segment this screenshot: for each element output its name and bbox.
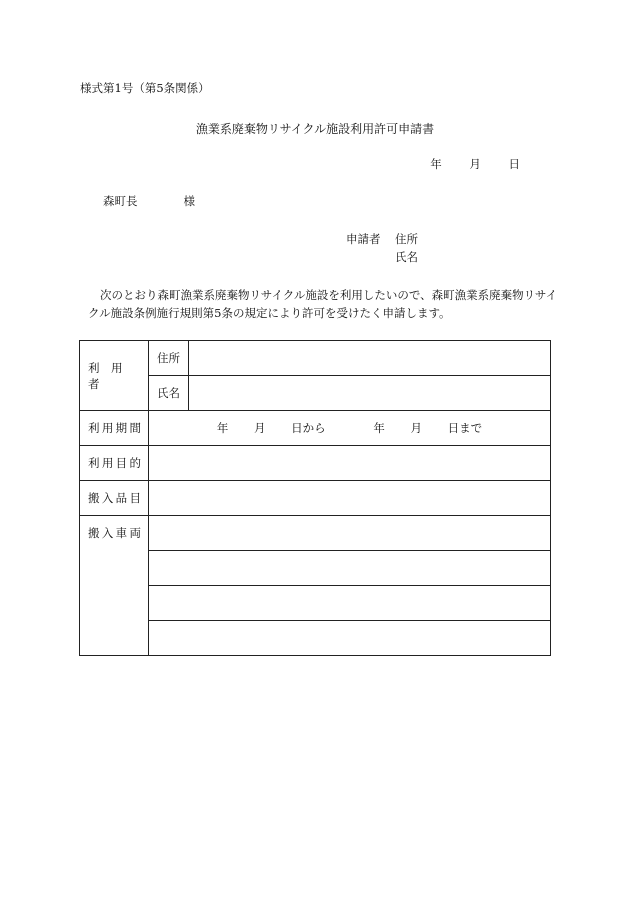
user-name-field[interactable] — [189, 376, 551, 411]
period-day-from: 日から — [291, 421, 326, 435]
addressee-name: 森町長 — [103, 194, 138, 208]
date-month: 月 — [469, 157, 481, 171]
period-header: 利用期間 — [80, 411, 149, 446]
purpose-header: 利用目的 — [80, 446, 149, 481]
date-year: 年 — [430, 157, 442, 171]
table-row-purpose — [80, 446, 551, 481]
applicant-label: 申請者 — [346, 232, 381, 246]
user-header: 利 用 者 — [80, 341, 149, 411]
document-title: 漁業系廃棄物リサイクル施設利用許可申請書 — [195, 122, 435, 136]
vehicles-header: 搬入車両 — [80, 516, 149, 656]
body-text: 次のとおり森町漁業系廃棄物リサイクル施設を利用したいので、森町漁業系廃棄物リサイクル施設条例施行規則第5条の規定により許可を受けたく申請します。 — [88, 288, 558, 320]
applicant-address-label: 住所 — [395, 232, 418, 246]
table-row-vehicles-1 — [80, 516, 551, 551]
items-header: 搬入品目 — [80, 481, 149, 516]
table-row-user-name — [80, 376, 551, 411]
applicant-name-label: 氏名 — [395, 250, 418, 264]
application-table — [79, 340, 551, 656]
vehicles-field-1[interactable] — [149, 516, 551, 551]
form-number: 様式第1号（第5条関係） — [80, 81, 210, 95]
period-month-from: 月 — [254, 421, 266, 435]
date-line — [406, 156, 520, 172]
period-day-to: 日まで — [447, 421, 483, 435]
addressee — [103, 193, 195, 209]
period-year-to: 年 — [373, 421, 385, 435]
user-address-field[interactable] — [189, 341, 551, 376]
vehicles-field-3[interactable] — [149, 586, 551, 621]
addressee-honorific: 様 — [183, 194, 195, 208]
user-name-label: 氏名 — [149, 376, 189, 411]
table-row-vehicles-2 — [80, 551, 551, 586]
table-row-user-address — [80, 341, 551, 376]
period-month-to: 月 — [410, 421, 422, 435]
purpose-field[interactable] — [149, 446, 551, 481]
period-field[interactable] — [149, 411, 551, 446]
user-address-label: 住所 — [149, 341, 189, 376]
table-row-period — [80, 411, 551, 446]
period-year-from: 年 — [216, 421, 229, 435]
table-row-vehicles-4 — [80, 621, 551, 656]
table-row-items — [80, 481, 551, 516]
vehicles-field-2[interactable] — [149, 551, 551, 586]
items-field[interactable] — [149, 481, 551, 516]
date-day: 日 — [508, 157, 520, 171]
table-row-vehicles-3 — [80, 586, 551, 621]
vehicles-field-4[interactable] — [149, 621, 551, 656]
